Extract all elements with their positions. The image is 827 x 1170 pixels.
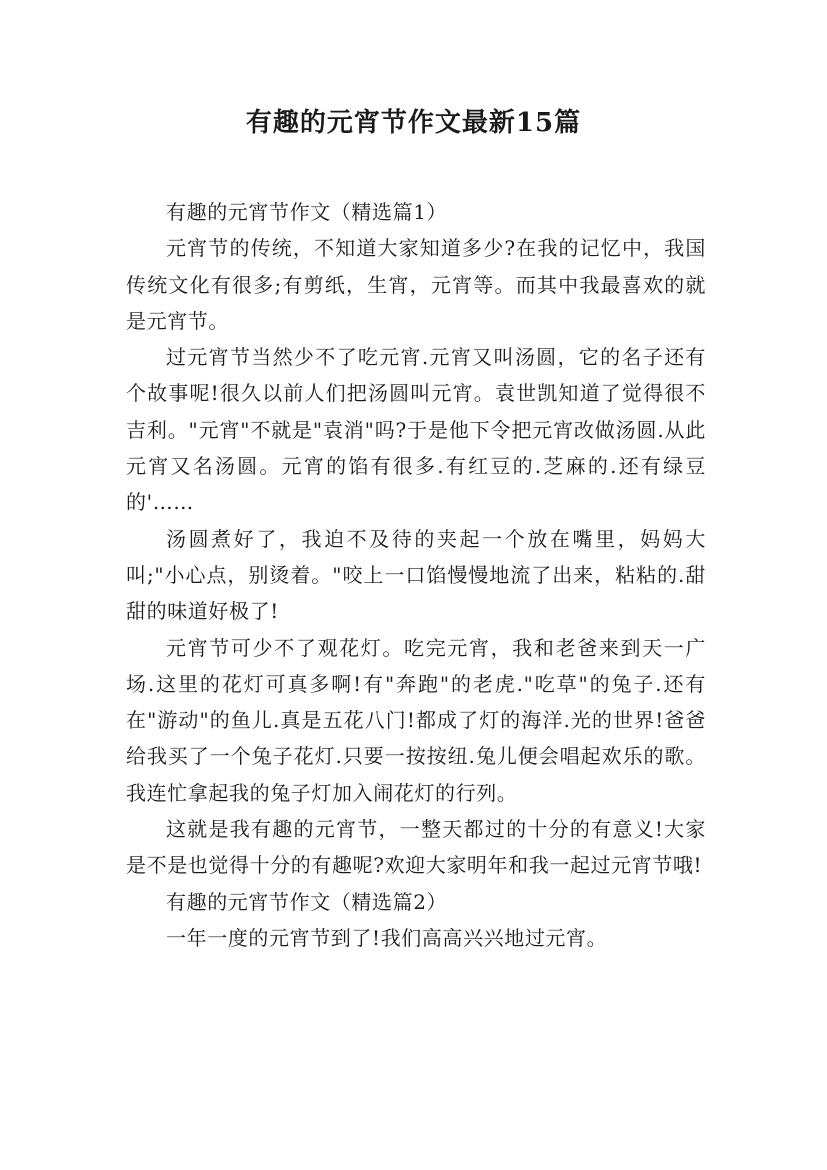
paragraph-5: 这就是我有趣的元宵节，一整天都过的十分的有意义!大家是不是也觉得十分的有趣呢?欢迎大家明年和我一起过元宵节哦!: [126, 817, 706, 878]
document-title: 有趣的元宵节作文最新15篇: [245, 108, 582, 138]
paragraph-2: 过元宵节当然少不了吃元宵.元宵又叫汤圆，它的名子还有个故事呢!很久以前人们把汤圆叫元宵。袁世凯知道了觉得很不吉利。"元宵"不就是"袁消"吗?于是他下令把元宵改做汤圆.从此元宵又名汤圆。元宵的馅有很多.有红豆的.芝麻的.还有绿豆的'……: [126, 345, 706, 515]
paragraph-4: 元宵节可少不了观花灯。吃完元宵，我和老爸来到天一广场.这里的花灯可真多啊!有"奔跑"的老虎."吃草"的兔子.还有在"游动"的鱼儿.真是五花八门!都成了灯的海洋.光的世界!爸爸给我买了一个兔子花灯.只要一按按纽.兔儿便会唱起欢乐的歌。我连忙拿起我的兔子灯加入闹花灯的行列。: [126, 635, 706, 805]
paragraph-6: 一年一度的元宵节到了!我们高高兴兴地过元宵。: [166, 925, 608, 950]
document-body: [126, 194, 706, 956]
section-heading-1: 有趣的元宵节作文（精选篇1）: [166, 200, 448, 224]
paragraph-3: 汤圆煮好了，我迫不及待的夹起一个放在嘴里，妈妈大叫;"小心点，别烫着。"咬上一口馅慢慢地流了出来，粘粘的.甜甜的味道好极了!: [126, 526, 706, 624]
paragraph-1: 元宵节的传统，不知道大家知道多少?在我的记忆中，我国传统文化有很多;有剪纸，生宵，元宵等。而其中我最喜欢的就是元宵节。: [126, 236, 706, 333]
section-heading-2: 有趣的元宵节作文（精选篇2）: [166, 889, 448, 914]
